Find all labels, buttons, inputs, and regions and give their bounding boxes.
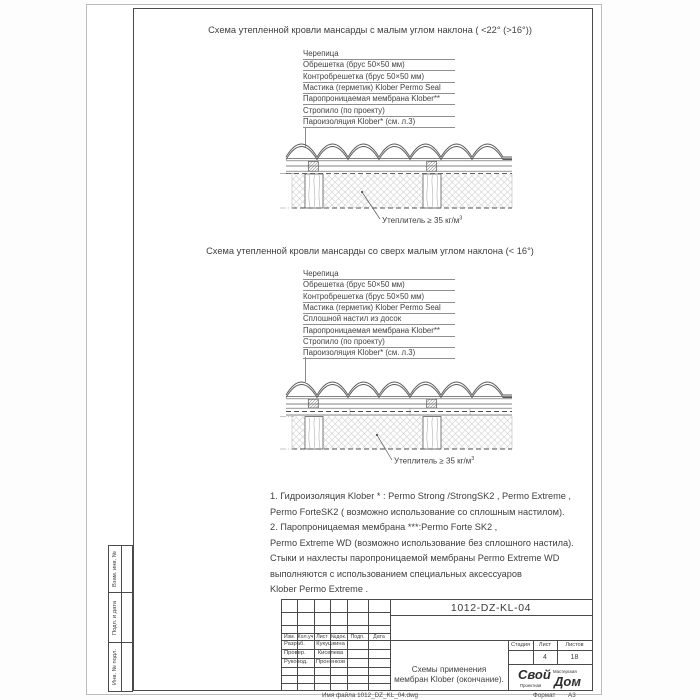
scheme1-layer-label: Пароизоляция Klober* (см. л.3) (303, 116, 455, 128)
stamp-line (390, 615, 592, 616)
insulation-label: Утеплитель ≥ 35 $кг/м^3$ (394, 456, 475, 466)
rafter (423, 417, 441, 450)
batten-layer-lines (286, 158, 512, 171)
insulation-label: Утеплитель ≥ 35 $кг/м^3$ (382, 215, 463, 225)
tile-course (286, 144, 512, 160)
stamp-line (368, 600, 369, 690)
stamp-line (282, 625, 390, 626)
scheme2-layer-label: Стропило (по проекту) (303, 336, 455, 348)
scheme2-layer-label: Черепица (303, 268, 455, 280)
format-value: А3 (568, 692, 576, 699)
role-label: Провер. (284, 650, 306, 656)
role-name: Проненков (315, 659, 346, 665)
sidebar-label: Взам. инв. № (112, 551, 119, 587)
note-line: Permo ForteSK2 ( возможно использование со сплошным настилом). (270, 506, 565, 517)
counter-batten-block (427, 162, 437, 172)
note-line: 2. Паропроницаемая мембрана ***:Permo Forte SK2 , (270, 522, 498, 532)
filename-label: Имя файла 1012_DZ_KL_04.dwg (321, 692, 419, 699)
stamp-col-koluch: Кол.уч (297, 633, 314, 640)
stamp-line (282, 667, 390, 668)
scheme1-layer-label: Черепица (303, 48, 455, 60)
note-line: Стыки и нахлесты паропроницаемой мембраны Permo Extreme WD (270, 553, 560, 563)
sidebar-label: Инв. № подл. (112, 648, 119, 686)
roof-section-diagram-2 (280, 375, 520, 475)
insulation-fill (292, 174, 512, 208)
counter-batten-block (427, 399, 437, 408)
scheme2-layer-label: Контробрешетка (брус 50×50 мм) (303, 291, 455, 303)
note-line: 1. Гидроизоляция Klober * : Permo Strong /StrongSK2 , Permo Extreme , (270, 491, 571, 501)
scheme2-layer-label: Паропроницаемая мембрана Klober** (303, 325, 455, 337)
stamp-col-izm: Изм. (283, 633, 296, 640)
scheme1-layer-label: Обрешетка (брус 50×50 мм) (303, 59, 455, 71)
scheme1-layer-label: Стропило (по проекту) (303, 105, 455, 117)
stamp-col-podp: Подп. (350, 633, 365, 640)
logo-word-proektnaya: Проектная (520, 682, 542, 688)
format-label: Формат (533, 692, 556, 699)
counter-batten-block (308, 399, 318, 408)
batten-and-deck-lines (286, 396, 512, 415)
drawing-title-line1: Схемы применения (411, 665, 487, 675)
scheme1-title: Схема утепленной кровли мансарды с малым углом наклона ( <22° (>16°)) (208, 25, 532, 35)
counter-batten-block (308, 162, 318, 172)
logo-word-masterskaya: Мастерская (553, 669, 577, 674)
note-line: Klober Permo Extreme . (270, 584, 369, 594)
sidebar-cell-vzam-inv (108, 545, 133, 593)
insulation-fill (292, 417, 512, 450)
sheets-value: 18 (570, 653, 579, 661)
scheme2-layer-label: Сплошной настил из досок (303, 313, 455, 325)
cell-divider (121, 593, 122, 642)
drawing-title (390, 640, 508, 690)
stamp-col-data: Дата (373, 633, 385, 640)
note-line: выполняются с использованием специальных аксессуаров (270, 568, 522, 579)
company-logo (508, 664, 592, 690)
cell-divider (121, 643, 122, 691)
role-name: Киселева (317, 650, 344, 656)
stamp-line (347, 600, 348, 690)
stage-label: Стадия (510, 642, 531, 648)
scheme1-layer-label: Контробрешетка (брус 50×50 мм) (303, 71, 455, 83)
stamp-col-list: Лист (316, 633, 328, 640)
role-label: Разраб. (284, 641, 305, 647)
logo-word-dom: Дом (554, 673, 581, 689)
role-label: Руковод. (284, 659, 308, 665)
scheme2-layer-label: Пароизоляция Klober* (см. л.3) (303, 347, 455, 359)
rafter (305, 174, 323, 208)
logo-word-svoy: Свой (518, 667, 551, 682)
note-line: Permo Extreme WD (возможно использование без сплошного настила). (270, 537, 574, 548)
role-name: Кукушкина (316, 641, 345, 647)
stamp-col-dok: №док. (330, 633, 347, 640)
sheet-value: 4 (543, 653, 547, 661)
rafter (305, 417, 323, 450)
rafter (423, 174, 441, 208)
stamp-line (282, 675, 390, 676)
sheet-label: Лист (538, 642, 552, 648)
document-number: 1012-DZ-KL-04 (450, 601, 532, 614)
title-block (281, 599, 593, 691)
scheme1-layer-label: Мастика (герметик) Klober Permo Seal (303, 82, 455, 94)
stamp-line (282, 612, 390, 613)
stamp-line (282, 683, 390, 684)
scheme2-layer-label: Обрешетка (брус 50×50 мм) (303, 279, 455, 291)
sidebar-cell-podp-data (108, 592, 133, 643)
scheme2-title: Схема утепленной кровли мансарды со сверх малым углом наклона (< 16°) (206, 246, 534, 256)
sheets-label: Листов (565, 642, 584, 648)
scheme1-layer-label: Паропроницаемая мембрана Klober** (303, 93, 455, 105)
tile-course (286, 382, 512, 398)
sidebar-cell-inv-podl (108, 642, 133, 692)
drawing-title-line2: мембран Klober (окончание). (394, 675, 504, 685)
roof-section-diagram-1 (280, 140, 520, 235)
scheme2-layer-label: Мастика (герметик) Klober Permo Seal (303, 302, 455, 314)
sidebar-label: Подп. и дата (112, 600, 118, 635)
cell-divider (121, 546, 122, 592)
